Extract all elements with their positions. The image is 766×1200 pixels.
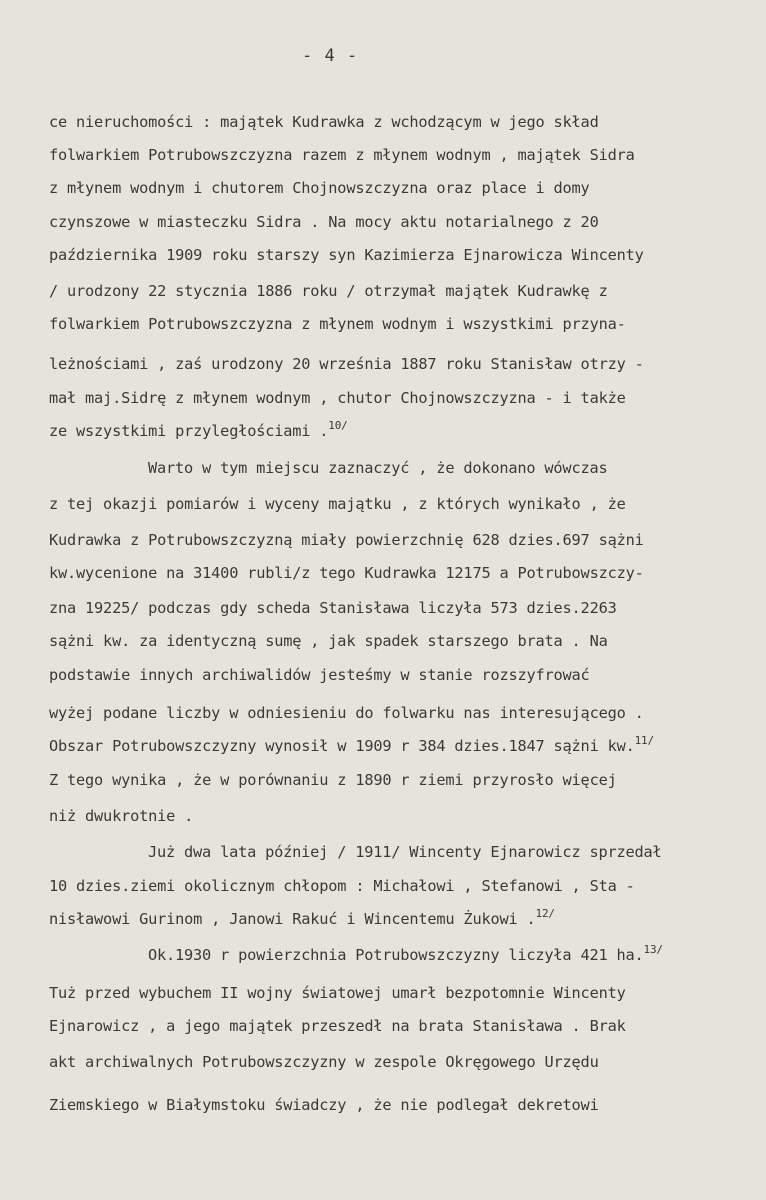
footnote-ref: 13/ [643, 943, 663, 956]
footnote-ref: 10/ [328, 419, 348, 432]
text-line: Ejnarowicz , a jego majątek przeszedł na brata Stanisława . Brak [49, 1017, 626, 1035]
footnote-ref: 11/ [634, 734, 654, 747]
text-line: czynszowe w miasteczku Sidra . Na mocy aktu notarialnego z 20 [49, 213, 599, 231]
text-line: sążni kw. za identyczną sumę , jak spadek starszego brata . Na [49, 632, 608, 650]
text-line: mał maj.Sidrę z młynem wodnym , chutor Chojnowszczyzna - i także [49, 389, 626, 407]
text-line: z tej okazji pomiarów i wyceny majątku , z których wynikało , że [49, 495, 626, 513]
text-line: kw.wycenione na 31400 rubli/z tego Kudrawka 12175 a Potrubowszczy- [49, 564, 644, 582]
page-number: - 4 - [302, 46, 359, 66]
text-line: Z tego wynika , że w porównaniu z 1890 r ziemi przyrosło więcej [49, 771, 617, 789]
text-line: leżnościami , zaś urodzony 20 września 1887 roku Stanisław otrzy - [49, 355, 644, 373]
text-line: ce nieruchomości : majątek Kudrawka z wchodzącym w jego skład [49, 113, 599, 131]
footnote-ref: 12/ [535, 907, 555, 920]
text-line: z młynem wodnym i chutorem Chojnowszczyzna oraz place i domy [49, 179, 590, 197]
text-line: wyżej podane liczby w odniesieniu do folwarku nas interesującego . [49, 704, 644, 722]
text-line: Tuż przed wybuchem II wojny światowej umarł bezpotomnie Wincenty [49, 984, 626, 1002]
text-line: / urodzony 22 stycznia 1886 roku / otrzymał majątek Kudrawkę z [49, 282, 608, 300]
text-line: Ziemskiego w Białymstoku świadczy , że nie podlegał dekretowi [49, 1096, 599, 1114]
text-line: Już dwa lata później / 1911/ Wincenty Ejnarowicz sprzedał [148, 843, 662, 861]
text-line [148, 945, 663, 965]
text-line: Warto w tym miejscu zaznaczyć , że dokonano wówczas [148, 459, 608, 477]
line-text: ze wszystkimi przyległościami . [49, 422, 329, 440]
text-line: folwarkiem Potrubowszczyzna z młynem wodnym i wszystkimi przyna- [49, 315, 626, 333]
text-line: października 1909 roku starszy syn Kazimierza Ejnarowicza Wincenty [49, 246, 644, 264]
line-text: nisławowi Gurinom , Janowi Rakuć i Wincentemu Żukowi . [49, 910, 536, 928]
text-line: niż dwukrotnie . [49, 807, 194, 825]
text-line: zna 19225/ podczas gdy scheda Stanisława liczyła 573 dzies.2263 [49, 599, 617, 617]
line-text: Obszar Potrubowszczyzny wynosił w 1909 r 384 dzies.1847 sążni kw. [49, 737, 635, 755]
text-line: Kudrawka z Potrubowszczyzną miały powierzchnię 628 dzies.697 sążni [49, 531, 644, 549]
text-line [49, 736, 654, 756]
text-line [49, 421, 348, 441]
text-line: 10 dzies.ziemi okolicznym chłopom : Michałowi , Stefanowi , Sta - [49, 877, 635, 895]
line-text: Ok.1930 r powierzchnia Potrubowszczyzny liczyła 421 ha. [148, 946, 644, 964]
text-line: folwarkiem Potrubowszczyzna razem z młynem wodnym , majątek Sidra [49, 146, 635, 164]
text-line: akt archiwalnych Potrubowszczyzny w zespole Okręgowego Urzędu [49, 1053, 599, 1071]
text-line [49, 909, 555, 929]
text-line: podstawie innych archiwalidów jesteśmy w stanie rozszyfrować [49, 666, 590, 684]
